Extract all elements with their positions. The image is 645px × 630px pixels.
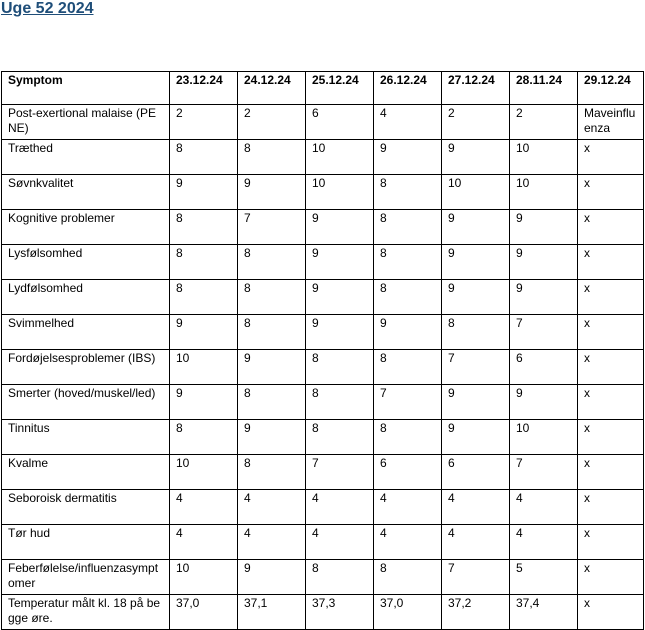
score-cell: 8 bbox=[306, 350, 374, 385]
table-row bbox=[2, 490, 644, 525]
column-header-symptom: Symptom bbox=[2, 72, 170, 105]
score-cell: 8 bbox=[374, 560, 442, 595]
symptom-name-cell: Feberfølelse/influenzasymptomer bbox=[2, 560, 170, 595]
table-row bbox=[2, 280, 644, 315]
table-row bbox=[2, 350, 644, 385]
score-cell: 4 bbox=[374, 105, 442, 140]
score-cell: 7 bbox=[238, 210, 306, 245]
score-cell: 9 bbox=[442, 385, 510, 420]
symptom-name-cell: Smerter (hoved/muskel/led) bbox=[2, 385, 170, 420]
symptom-name-cell: Fordøjelsesproblemer (IBS) bbox=[2, 350, 170, 385]
score-cell: 9 bbox=[442, 420, 510, 455]
score-cell: 4 bbox=[374, 525, 442, 560]
symptom-name-cell: Kognitive problemer bbox=[2, 210, 170, 245]
score-cell: 8 bbox=[238, 385, 306, 420]
score-cell: 8 bbox=[374, 420, 442, 455]
score-cell: 9 bbox=[170, 315, 238, 350]
score-cell: 10 bbox=[306, 175, 374, 210]
symptom-name-cell: Post-exertional malaise (PENE) bbox=[2, 105, 170, 140]
score-cell: 37,0 bbox=[170, 595, 238, 630]
score-cell: 37,4 bbox=[510, 595, 578, 630]
table-row bbox=[2, 595, 644, 630]
score-cell: 10 bbox=[510, 420, 578, 455]
score-cell: 4 bbox=[510, 525, 578, 560]
score-cell: x bbox=[578, 280, 644, 315]
score-cell: 5 bbox=[510, 560, 578, 595]
score-cell: 10 bbox=[510, 140, 578, 175]
score-cell: 9 bbox=[238, 350, 306, 385]
score-cell: 9 bbox=[306, 280, 374, 315]
score-cell: 8 bbox=[238, 455, 306, 490]
column-header-date: 26.12.24 bbox=[374, 72, 442, 105]
column-header-date: 25.12.24 bbox=[306, 72, 374, 105]
score-cell: 10 bbox=[510, 175, 578, 210]
score-cell: 9 bbox=[442, 280, 510, 315]
score-cell: 9 bbox=[306, 315, 374, 350]
score-cell: 37,1 bbox=[238, 595, 306, 630]
score-cell: x bbox=[578, 140, 644, 175]
score-cell: x bbox=[578, 490, 644, 525]
symptom-name-cell: Temperatur målt kl. 18 på begge øre. bbox=[2, 595, 170, 630]
table-row bbox=[2, 315, 644, 350]
symptom-name-cell: Tinnitus bbox=[2, 420, 170, 455]
score-cell: 2 bbox=[510, 105, 578, 140]
score-cell: 6 bbox=[306, 105, 374, 140]
score-cell: 4 bbox=[510, 490, 578, 525]
symptom-name-cell: Seboroisk dermatitis bbox=[2, 490, 170, 525]
score-cell: 6 bbox=[442, 455, 510, 490]
score-cell: 8 bbox=[306, 385, 374, 420]
score-cell: 8 bbox=[170, 280, 238, 315]
score-cell: 8 bbox=[170, 210, 238, 245]
score-cell: x bbox=[578, 525, 644, 560]
table-header-row bbox=[2, 72, 644, 105]
score-cell: x bbox=[578, 350, 644, 385]
score-cell: 9 bbox=[238, 175, 306, 210]
score-cell: 9 bbox=[238, 420, 306, 455]
symptom-name-cell: Søvnkvalitet bbox=[2, 175, 170, 210]
table-row bbox=[2, 525, 644, 560]
table-row bbox=[2, 105, 644, 140]
score-cell: 4 bbox=[306, 525, 374, 560]
score-cell: 4 bbox=[442, 525, 510, 560]
table-body bbox=[2, 105, 644, 630]
score-cell: 10 bbox=[442, 175, 510, 210]
score-cell: 8 bbox=[170, 245, 238, 280]
symptom-name-cell: Tør hud bbox=[2, 525, 170, 560]
symptom-name-cell: Træthed bbox=[2, 140, 170, 175]
score-cell: 4 bbox=[374, 490, 442, 525]
table-row bbox=[2, 140, 644, 175]
score-cell: 6 bbox=[510, 350, 578, 385]
score-cell: 7 bbox=[306, 455, 374, 490]
score-cell: 8 bbox=[170, 140, 238, 175]
score-cell: 8 bbox=[238, 140, 306, 175]
column-header-date: 29.12.24 bbox=[578, 72, 644, 105]
score-cell: 9 bbox=[170, 385, 238, 420]
score-cell: 2 bbox=[442, 105, 510, 140]
score-cell: 4 bbox=[306, 490, 374, 525]
score-cell: 2 bbox=[170, 105, 238, 140]
score-cell: x bbox=[578, 245, 644, 280]
table-row bbox=[2, 455, 644, 490]
score-cell: 10 bbox=[170, 455, 238, 490]
symptom-name-cell: Lysfølsomhed bbox=[2, 245, 170, 280]
score-cell: x bbox=[578, 175, 644, 210]
score-cell: x bbox=[578, 595, 644, 630]
score-cell: 2 bbox=[238, 105, 306, 140]
score-cell: x bbox=[578, 315, 644, 350]
score-cell: 7 bbox=[510, 455, 578, 490]
column-header-date: 24.12.24 bbox=[238, 72, 306, 105]
symptom-table bbox=[1, 71, 644, 630]
score-cell: 8 bbox=[306, 420, 374, 455]
score-cell: 8 bbox=[170, 420, 238, 455]
score-cell: 9 bbox=[306, 210, 374, 245]
score-cell: 7 bbox=[510, 315, 578, 350]
score-cell: 8 bbox=[374, 350, 442, 385]
score-cell: 8 bbox=[306, 560, 374, 595]
score-cell: 8 bbox=[374, 175, 442, 210]
score-cell: x bbox=[578, 560, 644, 595]
score-cell: 7 bbox=[442, 560, 510, 595]
score-cell: 8 bbox=[374, 245, 442, 280]
score-cell: 4 bbox=[442, 490, 510, 525]
score-cell: 10 bbox=[170, 560, 238, 595]
score-cell: 8 bbox=[238, 280, 306, 315]
score-cell: 9 bbox=[510, 385, 578, 420]
table-row bbox=[2, 245, 644, 280]
score-cell: 4 bbox=[238, 525, 306, 560]
column-header-date: 23.12.24 bbox=[170, 72, 238, 105]
score-cell: 9 bbox=[374, 315, 442, 350]
score-cell: 4 bbox=[238, 490, 306, 525]
score-cell: x bbox=[578, 385, 644, 420]
table-row bbox=[2, 175, 644, 210]
score-cell: x bbox=[578, 210, 644, 245]
score-cell: 8 bbox=[238, 245, 306, 280]
score-cell: 37,2 bbox=[442, 595, 510, 630]
score-cell: 6 bbox=[374, 455, 442, 490]
symptom-name-cell: Svimmelhed bbox=[2, 315, 170, 350]
table-row bbox=[2, 420, 644, 455]
score-cell: 10 bbox=[306, 140, 374, 175]
score-cell: 10 bbox=[170, 350, 238, 385]
table-row bbox=[2, 385, 644, 420]
column-header-date: 28.11.24 bbox=[510, 72, 578, 105]
score-cell: Maveinfluenza bbox=[578, 105, 644, 140]
symptom-name-cell: Kvalme bbox=[2, 455, 170, 490]
score-cell: 9 bbox=[170, 175, 238, 210]
score-cell: 9 bbox=[306, 245, 374, 280]
score-cell: 9 bbox=[238, 560, 306, 595]
score-cell: 37,3 bbox=[306, 595, 374, 630]
score-cell: 9 bbox=[510, 245, 578, 280]
score-cell: 9 bbox=[442, 210, 510, 245]
score-cell: 7 bbox=[442, 350, 510, 385]
score-cell: x bbox=[578, 455, 644, 490]
symptom-name-cell: Lydfølsomhed bbox=[2, 280, 170, 315]
score-cell: 4 bbox=[170, 525, 238, 560]
score-cell: 8 bbox=[374, 210, 442, 245]
score-cell: 8 bbox=[374, 280, 442, 315]
score-cell: 9 bbox=[442, 245, 510, 280]
score-cell: 8 bbox=[442, 315, 510, 350]
score-cell: x bbox=[578, 420, 644, 455]
score-cell: 7 bbox=[374, 385, 442, 420]
score-cell: 9 bbox=[442, 140, 510, 175]
score-cell: 9 bbox=[510, 210, 578, 245]
score-cell: 8 bbox=[238, 315, 306, 350]
column-header-date: 27.12.24 bbox=[442, 72, 510, 105]
page-title: Uge 52 2024 bbox=[1, 0, 94, 17]
score-cell: 37,0 bbox=[374, 595, 442, 630]
score-cell: 9 bbox=[510, 280, 578, 315]
score-cell: 9 bbox=[374, 140, 442, 175]
table-row bbox=[2, 210, 644, 245]
table-row bbox=[2, 560, 644, 595]
score-cell: 4 bbox=[170, 490, 238, 525]
